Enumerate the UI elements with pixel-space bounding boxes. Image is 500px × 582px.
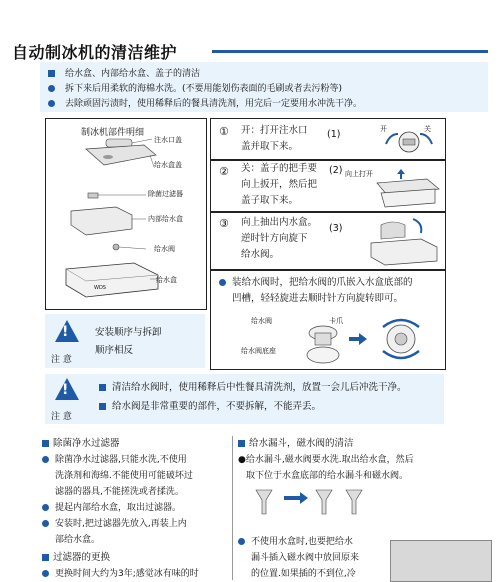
top-bullet-2: 去除顽固污渍时，使用稀释后的餐具清洗剂，用完后一定要用水冲洗干净。 bbox=[48, 99, 362, 110]
note-assembly-order: ! 注 意 安装顺序与拆卸 顺序相反 bbox=[45, 314, 205, 368]
valve-install-illustration bbox=[301, 315, 441, 369]
page-title: 自动制冰机的清洁维护 bbox=[12, 43, 178, 62]
parts-diagram-title: 制冰机部件明细 bbox=[81, 128, 145, 138]
top-info-panel bbox=[40, 62, 488, 112]
label-valve: 给水阀 bbox=[154, 245, 175, 253]
funnel-bullet: 不使用水盒时,也要把给水 漏斗插入磁水阀中放回原来 的位置.如果插的不到位,冷 bbox=[238, 534, 388, 582]
close-label: 关 bbox=[424, 125, 431, 133]
step-2-tag: (2) bbox=[329, 165, 343, 176]
dot-bullet-icon bbox=[42, 504, 49, 511]
wds-mark: WDS bbox=[94, 285, 106, 291]
square-bullet-icon bbox=[42, 554, 49, 561]
dot-bullet-icon bbox=[48, 100, 55, 107]
funnel-line-1: ●给水漏斗,磁水阀要水洗.取出给水盒，然后 bbox=[238, 455, 414, 465]
parts-diagram bbox=[45, 118, 207, 310]
step-2-box bbox=[210, 160, 446, 212]
label-filter: 除菌过滤器 bbox=[148, 190, 183, 198]
dot-bullet-icon bbox=[48, 85, 55, 92]
claw-label: 卡爪 bbox=[329, 317, 343, 325]
label-water-box: 给水盒 bbox=[156, 276, 177, 284]
square-bullet-icon bbox=[99, 384, 106, 391]
open-label: 开 bbox=[380, 125, 387, 133]
note-1-label: 注 意 bbox=[51, 355, 72, 365]
filter-bullet-1: 除菌净水过滤器,只能水洗,不使用 洗涤剂和海绵.不能使用可能破坏过 滤器的器具,不能搓洗或者揉洗。 bbox=[42, 452, 226, 500]
valve-base-label: 给水阀底座 bbox=[241, 347, 276, 355]
filter-section bbox=[42, 436, 226, 582]
filter-bullet-3: 安装时,把过滤器先放入,再装上内 部给水盒。 bbox=[42, 516, 226, 548]
top-bullet-1: 拆下来后用柔软的海棉水洗。(不要用能划伤表面的毛刷或者去污粉等) bbox=[48, 84, 342, 95]
dial-icon bbox=[378, 128, 440, 156]
install-instructions-box bbox=[210, 270, 446, 370]
funnel-line-2: 取下位于水盒底部的给水漏斗和磁水阀。 bbox=[246, 471, 409, 481]
dot-bullet-icon bbox=[42, 570, 49, 577]
label-inner-box: 内部给水盒 bbox=[148, 215, 183, 223]
step-3-box bbox=[210, 212, 446, 270]
product-photo bbox=[390, 540, 492, 582]
label-inlet-cover: 注水口盖 bbox=[154, 136, 182, 144]
step-2-number: ② bbox=[219, 165, 229, 178]
step-1-number: ① bbox=[219, 125, 229, 138]
note-1-text: 安装顺序与拆卸 顺序相反 bbox=[95, 327, 162, 356]
note-2-label: 注 意 bbox=[51, 412, 72, 422]
filter-bullet-2: 提起内部给水盒，取出过滤器。 bbox=[42, 500, 226, 516]
column-divider bbox=[232, 436, 233, 580]
funnel-valve-illustration bbox=[250, 486, 380, 520]
step-3-number: ③ bbox=[219, 217, 229, 230]
step-1-text: 开：打开注水口 盖并取下来。 bbox=[241, 125, 308, 152]
filter-heading: 除菌净水过滤器 bbox=[42, 436, 226, 452]
label-box-lid: 给水盒盖 bbox=[154, 161, 182, 169]
lid-open-illustration bbox=[371, 169, 443, 209]
filter-replace-heading: 过滤器的更换 bbox=[42, 550, 226, 566]
dot-bullet-icon bbox=[42, 520, 49, 527]
note-2-bullet-2: 给水阀是非常重要的部件，不要拆解，不能弄丢。 bbox=[99, 401, 321, 412]
square-bullet-icon bbox=[42, 440, 49, 447]
top-heading: 给水盒、内部给水盒、盖子的清洁 bbox=[48, 69, 200, 80]
lift-label: 向上打开 bbox=[345, 170, 373, 178]
valve-label: 给水阀 bbox=[251, 317, 272, 325]
filter-bullet-4: 更换时间大约为3年;感觉冰有味的时 bbox=[42, 566, 226, 582]
step-1-tag: (1) bbox=[327, 129, 341, 140]
square-bullet-icon bbox=[48, 70, 55, 77]
step-3-tag: (3) bbox=[329, 223, 343, 234]
dot-bullet-icon bbox=[238, 538, 245, 545]
step-3-text: 向上抽出内水盒。 逆时针方向旋下 给水阀。 bbox=[241, 217, 318, 260]
title-underline bbox=[212, 50, 488, 53]
step-2-text: 关：盖子的把手要 向上扳开，然后把 盖子取下来。 bbox=[241, 163, 318, 206]
inner-box-removal-illustration bbox=[361, 217, 443, 267]
dot-bullet-icon bbox=[219, 279, 226, 286]
square-bullet-icon bbox=[99, 403, 106, 410]
dot-bullet-icon bbox=[42, 456, 49, 463]
funnel-heading: 给水漏斗，磁水阀的清洁 bbox=[238, 436, 496, 452]
funnel-section bbox=[238, 436, 496, 484]
note-cleaning: ! 注 意 清洁给水阀时，使用稀释后中性餐具清洗剂，放置一会儿后冲洗干净。 给水阀是非常重要的部件，不要拆解，不能弄丢。 bbox=[45, 374, 444, 424]
square-bullet-icon bbox=[238, 440, 245, 447]
note-2-bullet-1: 清洁给水阀时，使用稀释后中性餐具清洗剂，放置一会儿后冲洗干净。 bbox=[99, 382, 407, 393]
open-close-illustration bbox=[378, 122, 440, 156]
install-text: 装给水阀时，把给水阀的爪嵌入水盒底部的 凹槽，轻轻旋进去顺时针方向旋转即可。 bbox=[219, 275, 413, 307]
